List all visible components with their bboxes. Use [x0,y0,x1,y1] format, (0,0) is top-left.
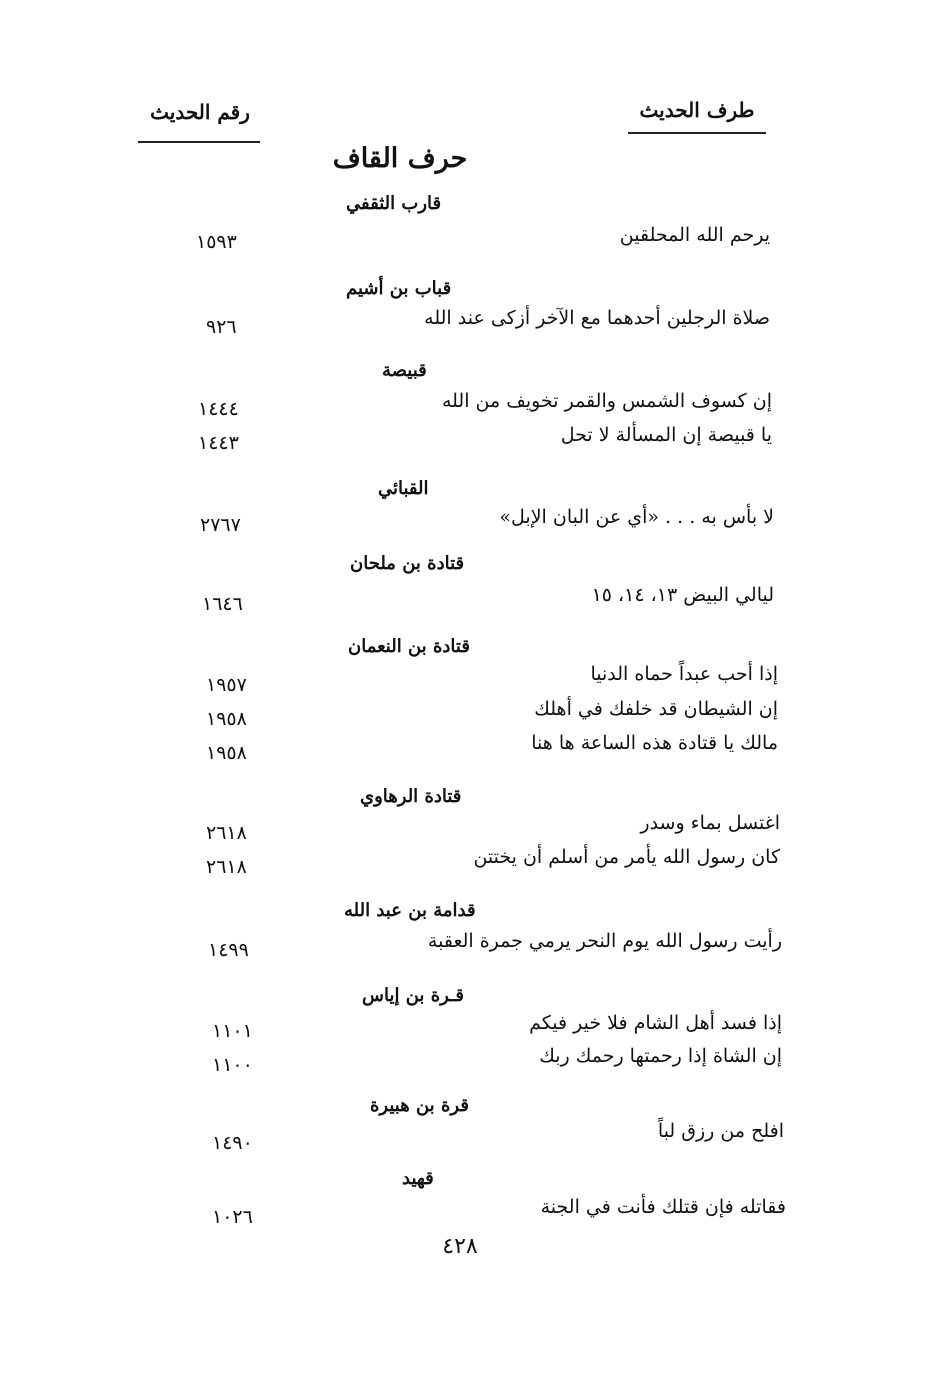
hadith-number: ١٤٩٠ [212,1132,253,1154]
hadith-text: يرحم الله المحلقين [619,224,770,246]
hadith-text: إن كسوف الشمس والقمر تخويف من الله [441,390,772,412]
hadith-number: ١٥٩٣ [196,231,237,253]
hadith-text: كان رسول الله يأمر من أسلم أن يختتن [473,846,780,868]
hadith-number: ١٦٤٦ [202,593,243,615]
hadith-text: إن الشيطان قد خلفك في أهلك [534,698,778,720]
hadith-number: ١٩٥٨ [206,708,247,730]
hadith-number: ٩٢٦ [206,316,237,338]
hadith-text: فقاتله فإن قتلك فأنت في الجنة [540,1196,786,1218]
narrator-heading: قهيد [402,1168,434,1189]
hadith-text: إذا أحب عبداً حماه الدنيا [590,663,778,685]
hadith-text: رأيت رسول الله يوم النحر يرمي جمرة العقبة [427,930,782,952]
narrator-heading: قتادة بن النعمان [348,636,470,657]
narrator-heading: قدامة بن عبد الله [344,900,476,921]
hadith-number: ١٤٤٤ [198,398,239,420]
hadith-text: إن الشاة إذا رحمتها رحمك ربك [539,1045,782,1067]
narrator-heading: قتادة الرهاوي [360,786,462,807]
narrator-heading: قـرة بن إياس [362,985,464,1006]
right-header-rule [628,132,766,134]
hadith-number: ١٩٥٧ [206,674,247,696]
hadith-number: ١٩٥٨ [206,742,247,764]
hadith-text: افلح من رزق لباً [657,1120,784,1142]
hadith-text: إذا فسد أهل الشام فلا خير فيكم [529,1012,782,1034]
hadith-text: ليالي البيض ١٣، ١٤، ١٥ [591,584,774,606]
hadith-text: يا قبيصة إن المسألة لا تحل [560,424,772,446]
hadith-number: ١١٠٠ [212,1054,253,1076]
hadith-number: ١١٠١ [212,1020,253,1042]
hadith-number-column-header: رقم الحديث [150,100,250,124]
narrator-heading: قارب الثقفي [346,193,442,214]
hadith-text: لا بأس به . . . «أي عن البان الإبل» [499,506,774,528]
narrator-heading: قرة بن هبيرة [370,1095,469,1116]
hadith-text: صلاة الرجلين أحدهما مع الآخر أزكى عند الله [424,307,770,329]
hadith-number: ٢٦١٨ [206,822,247,844]
narrator-heading: قتادة بن ملحان [350,553,465,574]
hadith-number: ١٠٢٦ [212,1206,253,1228]
hadith-number: ٢٦١٨ [206,856,247,878]
hadith-text: مالك يا قتادة هذه الساعة ها هنا [531,732,778,754]
section-title: حرف القاف [332,143,468,174]
left-header-rule [138,141,260,143]
hadith-number: ١٤٤٣ [198,432,239,454]
narrator-heading: قبيصة [382,360,427,381]
narrator-heading: القبائي [378,478,429,499]
narrator-heading: قباب بن أشيم [346,278,452,299]
hadith-number: ٢٧٦٧ [200,514,241,536]
hadith-text: اغتسل بماء وسدر [640,812,780,834]
hadith-text-column-header: طرف الحديث [639,98,755,122]
hadith-number: ١٤٩٩ [208,939,249,961]
page-number: ٤٢٨ [442,1234,478,1259]
